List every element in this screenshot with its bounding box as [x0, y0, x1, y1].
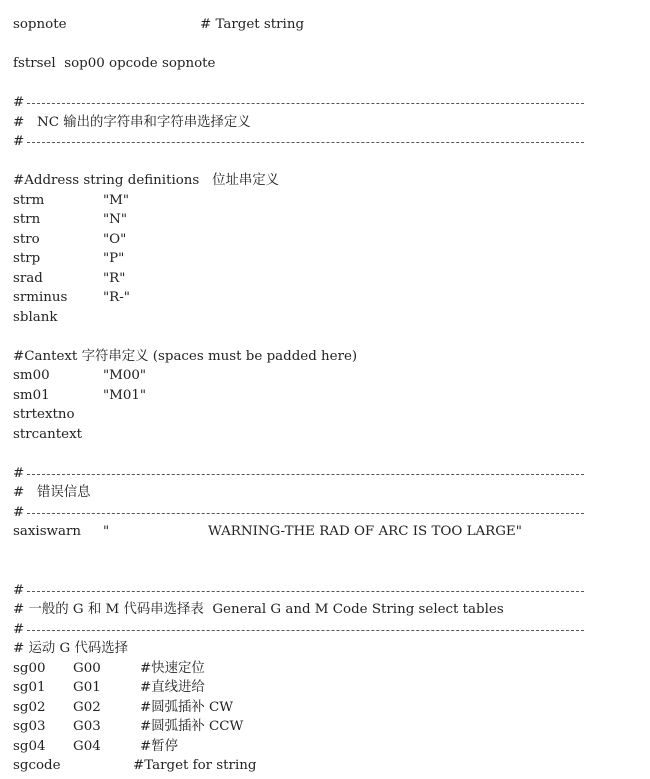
- comment-rule: [13, 581, 643, 601]
- comment-rule: [13, 93, 643, 113]
- code-token: sg01: [13, 680, 46, 695]
- comment-hash: #: [13, 504, 25, 520]
- code-value: "R-": [103, 290, 130, 305]
- code-value: #直线进给: [140, 680, 205, 695]
- blank-line: [13, 327, 643, 347]
- code-token: strn: [13, 212, 41, 227]
- comment-hash: #: [13, 465, 25, 481]
- code-token: sopnote: [13, 17, 67, 32]
- blank-line: [13, 35, 643, 55]
- dashed-divider: [27, 591, 584, 592]
- code-value: WARNING-THE RAD OF ARC IS TOO LARGE": [208, 524, 522, 539]
- code-token: strm: [13, 192, 45, 208]
- comment-hash: #: [13, 95, 25, 110]
- code-line: #Cantext 字符串定义 (spaces must be padded here): [13, 348, 358, 364]
- code-line: [13, 191, 643, 211]
- code-line: [13, 756, 643, 776]
- code-value: G01: [73, 680, 101, 695]
- code-value: G04: [73, 738, 101, 754]
- code-value: "N": [103, 212, 128, 227]
- code-value: "M01": [103, 387, 147, 403]
- comment-hash: #: [13, 621, 25, 637]
- code-line: # 错误信息: [13, 485, 91, 500]
- code-value: #圆弧插补 CW: [140, 699, 234, 715]
- code-line: # 运动 G 代码选择: [13, 641, 129, 656]
- code-value: G02: [73, 699, 101, 715]
- code-token: stro: [13, 231, 40, 247]
- code-line: [13, 366, 643, 386]
- code-value: "O": [103, 231, 127, 247]
- code-value: #Target for string: [133, 758, 257, 773]
- code-value: G03: [73, 719, 101, 734]
- code-value: G00: [73, 660, 101, 676]
- code-token: sg02: [13, 699, 46, 715]
- dashed-divider: [27, 513, 584, 514]
- code-line: #Address string definitions 位址串定义: [13, 173, 280, 188]
- code-line: [13, 678, 643, 698]
- code-value: # Target string: [200, 17, 305, 32]
- code-line: [13, 522, 643, 542]
- code-value: "M00": [103, 368, 147, 383]
- code-token: sm00: [13, 368, 50, 383]
- code-line: strtextno: [13, 407, 75, 422]
- code-line: strcantext: [13, 426, 82, 442]
- code-line: sblank: [13, 309, 58, 325]
- code-value: "R": [103, 270, 126, 286]
- code-line: [13, 659, 643, 679]
- blank-line: [13, 74, 643, 94]
- comment-rule: [13, 503, 643, 523]
- code-token: srad: [13, 270, 43, 286]
- code-line: [13, 288, 643, 308]
- code-line: [13, 698, 643, 718]
- dashed-divider: [27, 142, 584, 143]
- code-token: sg00: [13, 660, 46, 676]
- blank-line: [13, 542, 643, 562]
- code-value: #暂停: [140, 738, 179, 754]
- code-token: sg03: [13, 719, 46, 734]
- code-token: sgcode: [13, 758, 61, 773]
- blank-line: [13, 152, 643, 172]
- code-line: [13, 269, 643, 289]
- code-line: [13, 717, 643, 737]
- code-value: #快速定位: [140, 660, 205, 676]
- comment-rule: [13, 620, 643, 640]
- dashed-divider: [27, 630, 584, 631]
- comment-rule: [13, 132, 643, 152]
- comment-rule: [13, 464, 643, 484]
- code-value: ": [103, 524, 110, 539]
- code-line: [13, 230, 643, 250]
- dashed-divider: [27, 474, 584, 475]
- code-token: saxiswarn: [13, 524, 82, 539]
- blank-line: [13, 444, 643, 464]
- code-token: strp: [13, 251, 41, 266]
- code-value: #圆弧插补 CCW: [140, 719, 244, 734]
- comment-hash: #: [13, 582, 25, 598]
- code-value: "P": [103, 251, 125, 266]
- code-token: sm01: [13, 387, 50, 403]
- comment-hash: #: [13, 134, 25, 149]
- code-line: [13, 15, 643, 35]
- code-line: [13, 249, 643, 269]
- code-token: sg04: [13, 738, 46, 754]
- code-line: [13, 210, 643, 230]
- code-line: [13, 386, 643, 406]
- blank-line: [13, 561, 643, 581]
- code-line: # NC 输出的字符串和字符串选择定义: [13, 114, 251, 130]
- document-body: [13, 15, 643, 776]
- code-line: [13, 737, 643, 757]
- code-token: srminus: [13, 290, 68, 305]
- code-line: # 一般的 G 和 M 代码串选择表 General G and M Code String select tables: [13, 602, 504, 617]
- code-line: fstrsel sop00 opcode sopnote: [13, 56, 216, 71]
- dashed-divider: [27, 103, 584, 104]
- code-value: "M": [103, 192, 130, 208]
